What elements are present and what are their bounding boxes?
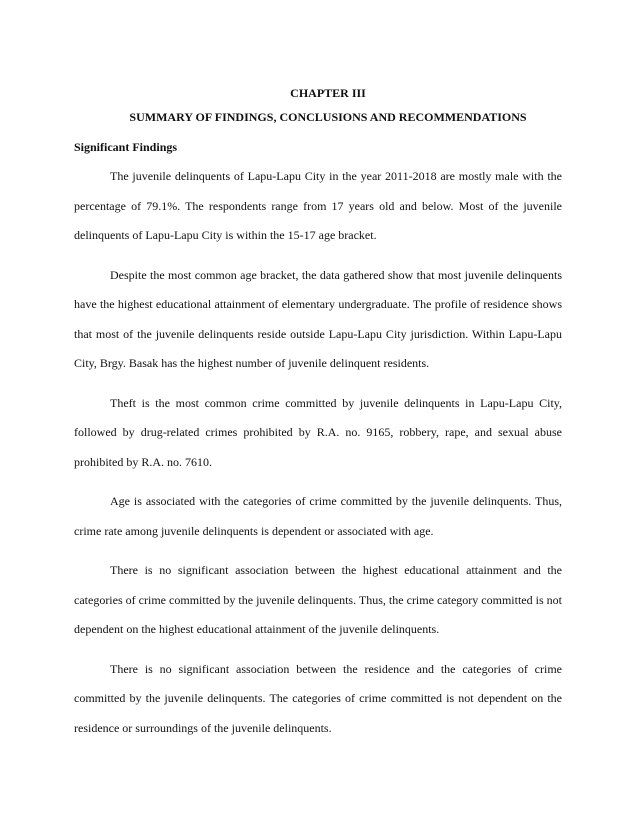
finding-paragraph-5: There is no significant association between the highest educational attainment and the categories of crime committed by the juvenile delinquents. Thus, the crime category committed is not dependent on the highest educational attainment of the juvenile delinquents. — [74, 563, 562, 636]
findings-body — [74, 162, 562, 753]
finding-paragraph-3: Theft is the most common crime committed by juvenile delinquents in Lapu-Lapu City, followed by drug-related crimes prohibited by R.A. no. 9165, robbery, rape, and sexual abuse prohibited by R.A. no. 7610. — [74, 395, 562, 469]
section-heading: Significant Findings — [74, 140, 178, 154]
finding-paragraph-2: Despite the most common age bracket, the data gathered show that most juvenile delinquents have the highest educational attainment of elementary undergraduate. The profile of residence shows that most of the juvenile delinquents reside outside Lapu-Lapu City jurisdiction. Within Lapu-Lapu City, Brgy. Basak has the highest number of juvenile delinquent residents. — [74, 267, 562, 370]
finding-paragraph-4: Age is associated with the categories of crime committed by the juvenile delinquents. Thus, crime rate among juvenile delinquents is dependent or associated with age. — [74, 494, 562, 538]
finding-paragraph-6: There is no significant association between the residence and the categories of crime committed by the juvenile delinquents. The categories of crime committed is not dependent on the residence or surroundings of the juvenile delinquents. — [74, 661, 562, 735]
finding-paragraph-1: The juvenile delinquents of Lapu-Lapu City in the year 2011-2018 are mostly male with the percentage of 79.1%. The respondents range from 17 years old and below. Most of the juvenile delinquents of Lapu-Lapu City is within the 15-17 age bracket. — [74, 169, 562, 242]
chapter-heading: CHAPTER III — [290, 86, 366, 100]
chapter-title: SUMMARY OF FINDINGS, CONCLUSIONS AND RECOMMENDATIONS — [129, 110, 527, 124]
